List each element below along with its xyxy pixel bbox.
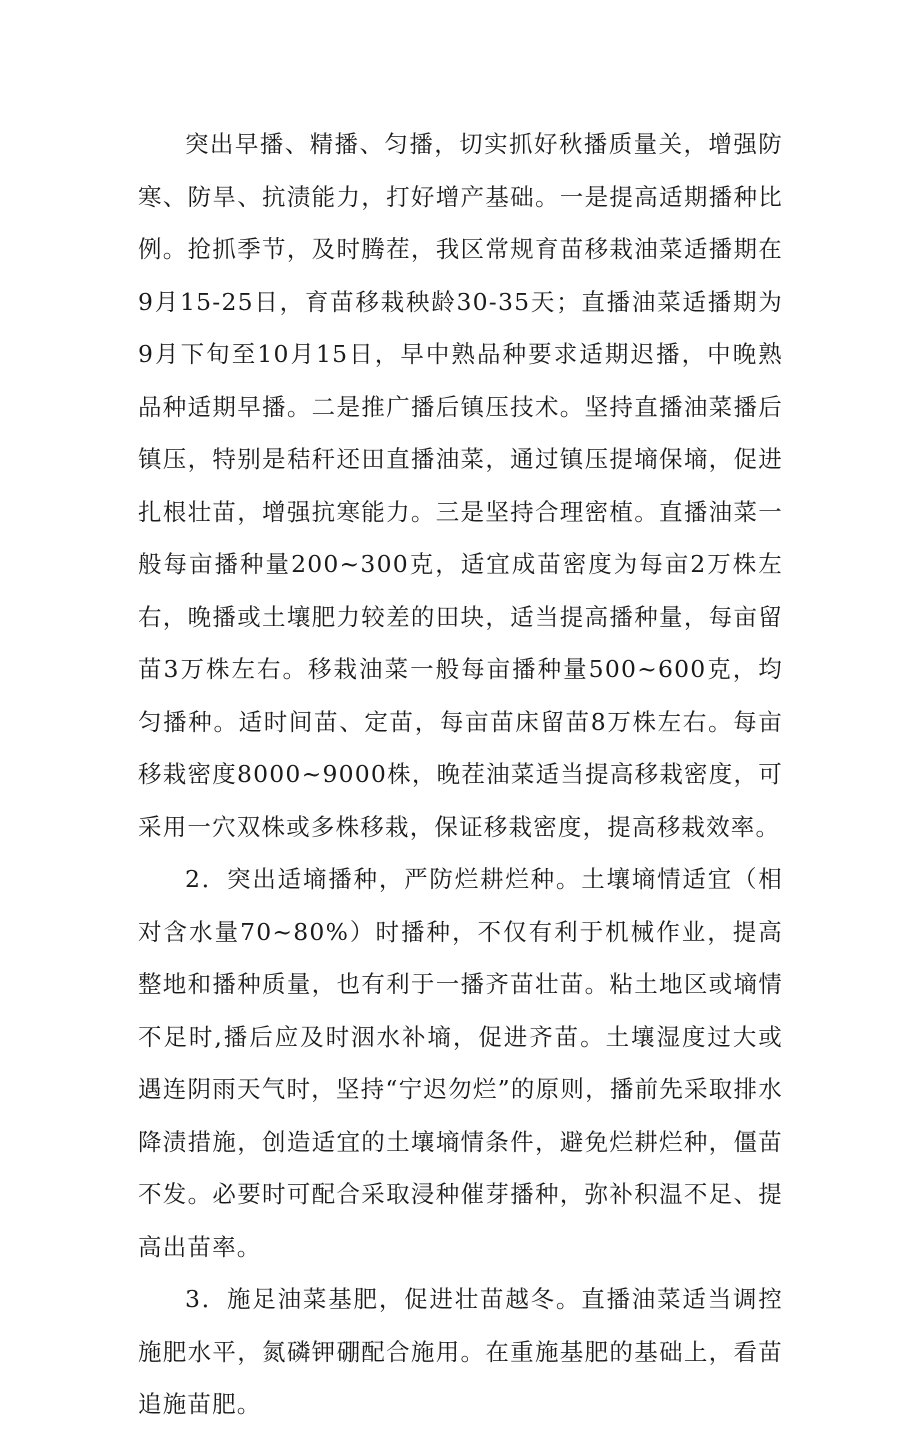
document-body — [138, 118, 783, 1431]
paragraph-2: 2．突出适墒播种，严防烂耕烂种。土壤墒情适宜（相对含水量70~80%）时播种，不仅有利于机械作业，提高整地和播种质量，也有利于一播齐苗壮苗。粘土地区或墒情不足时,播后应及时洇水补墒，促进齐苗。土壤湿度过大或遇连阴雨天气时，坚持“宁迟勿烂”的原则，播前先采取排水降渍措施，创造适宜的土壤墒情条件，避免烂耕烂种，僵苗不发。必要时可配合采取浸种催芽播种，弥补积温不足、提高出苗率。 — [138, 865, 783, 1261]
paragraph-3: 3．施足油菜基肥，促进壮苗越冬。直播油菜适当调控施肥水平，氮磷钾硼配合施用。在重施基肥的基础上，看苗追施苗肥。 — [138, 1285, 783, 1418]
paragraph-1: 突出早播、精播、匀播，切实抓好秋播质量关，增强防寒、防旱、抗渍能力，打好增产基础。一是提高适期播种比例。抢抓季节，及时腾茬，我区常规育苗移栽油菜适播期在9月15-25日，育苗移栽秧龄30-35天；直播油菜适播期为9月下旬至10月15日，早中熟品种要求适期迟播，中晚熟品种适期早播。二是推广播后镇压技术。坚持直播油菜播后镇压，特别是秸秆还田直播油菜，通过镇压提墒保墒，促进扎根壮苗，增强抗寒能力。三是坚持合理密植。直播油菜一般每亩播种量200~300克，适宜成苗密度为每亩2万株左右，晚播或土壤肥力较差的田块，适当提高播种量，每亩留苗3万株左右。移栽油菜一般每亩播种量500~600克，均匀播种。适时间苗、定苗，每亩苗床留苗8万株左右。每亩移栽密度8000~9000株，晚茬油菜适当提高移栽密度，可采用一穴双株或多株移栽，保证移栽密度，提高移栽效率。 — [138, 130, 783, 841]
